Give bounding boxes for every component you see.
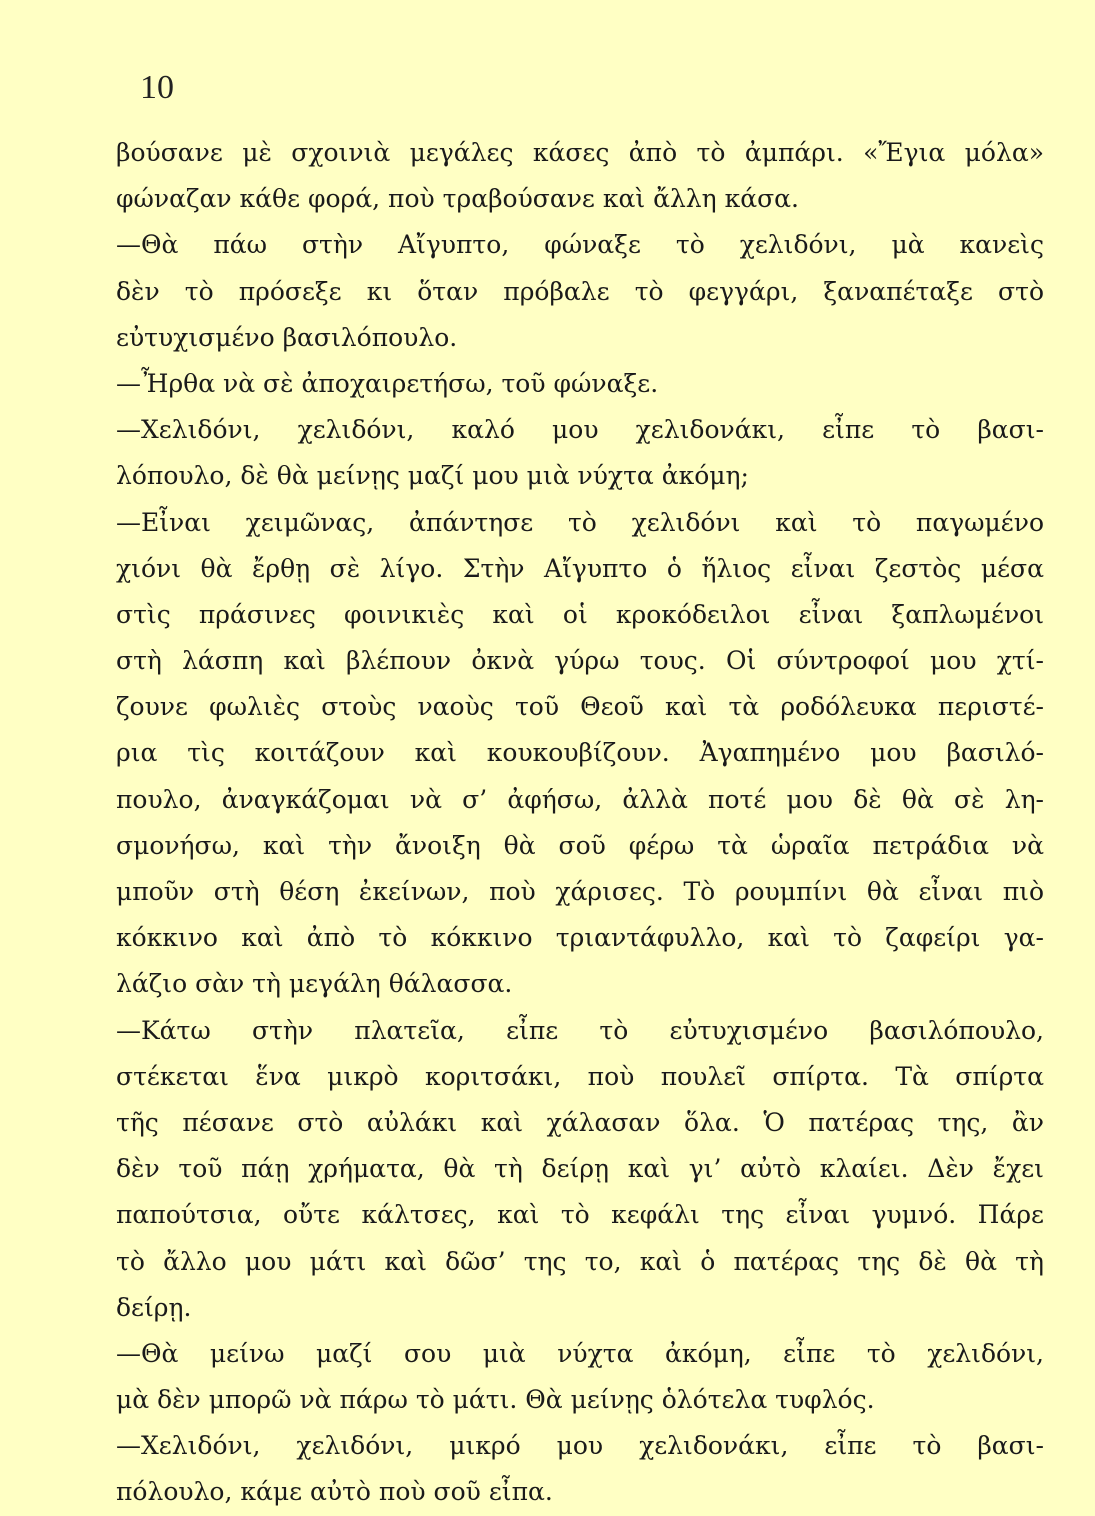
text-line: ζουνε φωλιὲς στοὺς ναοὺς τοῦ Θεοῦ καὶ τὰ ροδόλευκα περιστέ-	[116, 692, 1044, 722]
text-line: βούσανε μὲ σχοινιὰ μεγάλες κάσες ἀπὸ τὸ ἀμπάρι. «Ἔγια μόλα»	[116, 138, 1044, 167]
text-line: —Χελιδόνι, χελιδόνι, μικρό μου χελιδονάκι, εἶπε τὸ βασι-	[116, 1431, 1044, 1461]
text-line: στὶς πράσινες φοινικιὲς καὶ οἱ κροκόδειλοι εἶναι ξαπλωμένοι	[116, 599, 1044, 629]
text-line: —Χελιδόνι, χελιδόνι, καλό μου χελιδονάκι, εἶπε τὸ βασι-	[116, 415, 1044, 445]
text-line: δείρῃ.	[116, 1292, 192, 1322]
text-line: μὰ δὲν μπορῶ νὰ πάρω τὸ μάτι. Θὰ μείνῃς ὁλότελα τυφλός.	[116, 1385, 875, 1415]
text-line: τὸ ἄλλο μου μάτι καὶ δῶσ’ της το, καὶ ὁ πατέρας της δὲ θὰ τὴ	[116, 1246, 1044, 1276]
text-line: —Θὰ πάω στὴν Αἴγυπτο, φώναξε τὸ χελιδόνι, μὰ κανεὶς	[116, 230, 1044, 260]
text-line: —Ἦρθα νὰ σὲ ἀποχαιρετήσω, τοῦ φώναξε.	[116, 368, 659, 398]
text-line: δὲν τὸ πρόσεξε κι ὅταν πρόβαλε τὸ φεγγάρι, ξαναπέταξε στὸ	[116, 276, 1044, 306]
text-line: λάζιο σὰν τὴ μεγάλη θάλασσα.	[116, 969, 513, 999]
text-line: μποῦν στὴ θέση ἐκείνων, ποὺ χάρισες. Τὸ ρουμπίνι θὰ εἶναι πιὸ	[116, 877, 1044, 906]
text-line: κόκκινο καὶ ἀπὸ τὸ κόκκινο τριαντάφυλλο, καὶ τὸ ζαφείρι γα-	[116, 923, 1044, 953]
text-line: πουλο, ἀναγκάζομαι νὰ σ’ ἀφήσω, ἀλλὰ ποτέ μου δὲ θὰ σὲ λη-	[116, 784, 1044, 814]
text-line: στέκεται ἕνα μικρὸ κοριτσάκι, ποὺ πουλεῖ σπίρτα. Τὰ σπίρτα	[116, 1061, 1044, 1091]
body-text	[116, 130, 1044, 1516]
text-line: σμονήσω, καὶ τὴν ἄνοιξη θὰ σοῦ φέρω τὰ ὡραῖα πετράδια νὰ	[116, 830, 1044, 860]
text-line: —Εἶναι χειμῶνας, ἀπάντησε τὸ χελιδόνι καὶ τὸ παγωμένο	[116, 507, 1044, 537]
text-line: φώναζαν κάθε φορά, ποὺ τραβούσανε καὶ ἄλλη κάσα.	[116, 184, 799, 214]
text-line: —Θὰ μείνω μαζί σου μιὰ νύχτα ἀκόμη, εἶπε τὸ χελιδόνι,	[116, 1338, 1044, 1368]
text-line: παπούτσια, οὔτε κάλτσες, καὶ τὸ κεφάλι της εἶναι γυμνό. Πάρε	[116, 1200, 1044, 1230]
text-line: τῆς πέσανε στὸ αὐλάκι καὶ χάλασαν ὅλα. Ὁ πατέρας της, ἂν	[116, 1107, 1044, 1137]
text-line: χιόνι θὰ ἔρθῃ σὲ λίγο. Στὴν Αἴγυπτο ὁ ἥλιος εἶναι ζεστὸς μέσα	[116, 553, 1044, 583]
text-line: —Κάτω στὴν πλατεῖα, εἶπε τὸ εὐτυχισμένο βασιλόπουλο,	[116, 1015, 1044, 1045]
text-line: εὐτυχισμένο βασιλόπουλο.	[116, 322, 458, 352]
text-line: πόλουλο, κάμε αὐτὸ ποὺ σοῦ εἶπα.	[116, 1477, 553, 1507]
text-line: λόπουλο, δὲ θὰ μείνῃς μαζί μου μιὰ νύχτα ἀκόμη;	[116, 461, 749, 491]
page-number: 10	[140, 69, 174, 106]
text-line: ρια τὶς κοιτάζουν καὶ κουκουβίζουν. Ἀγαπημένο μου βασιλό-	[116, 738, 1044, 768]
text-line: δὲν τοῦ πάῃ χρήματα, θὰ τὴ δείρῃ καὶ γι’ αὐτὸ κλαίει. Δὲν ἔχει	[116, 1154, 1044, 1184]
text-line: στὴ λάσπη καὶ βλέπουν ὀκνὰ γύρω τους. Οἱ σύντροφοί μου χτί-	[116, 646, 1044, 676]
